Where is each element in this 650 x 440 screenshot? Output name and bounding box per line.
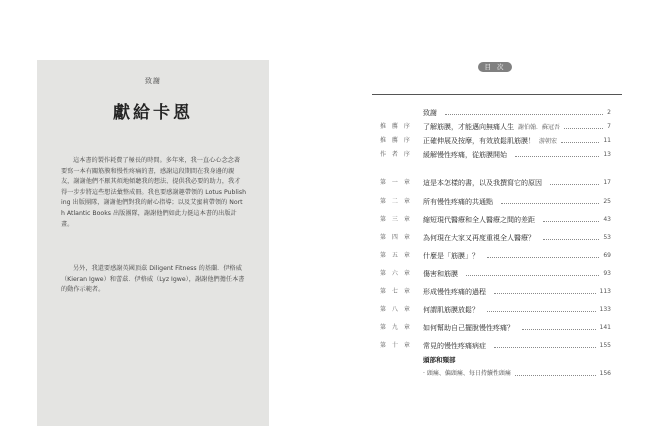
toc-entry-title: 致謝 bbox=[423, 109, 437, 117]
toc-entry-page: 156 bbox=[599, 370, 611, 377]
toc-entry-page: 69 bbox=[603, 252, 611, 259]
toc-entry-leader bbox=[550, 184, 599, 185]
toc-entry[interactable] bbox=[380, 304, 611, 316]
toc-entry-leader bbox=[543, 221, 599, 222]
toc-entry-label: 第 四 章 bbox=[380, 234, 412, 241]
toc-entry-label: 第 十 章 bbox=[380, 342, 412, 349]
toc-entry-page: 11 bbox=[603, 137, 611, 144]
toc-entry[interactable] bbox=[380, 232, 611, 244]
toc-entry-page: 113 bbox=[599, 288, 611, 295]
toc-entry-author: 游朝宏 bbox=[539, 138, 558, 145]
toc-entry-label: 推 薦 序 bbox=[380, 137, 412, 144]
toc-entry-page: 7 bbox=[607, 123, 611, 130]
toc-entry-title: 為何現在大家又再度重視全人醫療？ bbox=[423, 234, 535, 242]
toc-subsection-entry[interactable] bbox=[380, 368, 611, 380]
toc-entry-title: 傷害和筋膜 bbox=[423, 270, 458, 278]
toc-entry-label: 第 二 章 bbox=[380, 198, 412, 205]
toc-entry-label: 第 三 章 bbox=[380, 216, 412, 223]
toc-entry-label: 第 八 章 bbox=[380, 306, 412, 313]
toc-entry-page: 13 bbox=[603, 151, 611, 158]
toc-entry-author: 謝伯翰．蘇冠吾 bbox=[518, 124, 561, 131]
toc-divider bbox=[372, 94, 622, 95]
toc-entry-label: 第 九 章 bbox=[380, 324, 412, 331]
dedication-title: 獻給卡恩 bbox=[113, 103, 193, 123]
left-page bbox=[37, 60, 269, 426]
toc-entry-page: 155 bbox=[599, 342, 611, 349]
toc-entry-leader bbox=[515, 156, 599, 157]
toc-entry-label: 推 薦 序 bbox=[380, 123, 412, 130]
toc-entry[interactable] bbox=[380, 214, 611, 226]
toc-entry-label: 第 七 章 bbox=[380, 288, 412, 295]
toc-entry-label: 第 五 章 bbox=[380, 252, 412, 259]
toc-entry-title: ‧ 頭痛、偏頭痛、每日持續性頭痛 bbox=[423, 370, 511, 377]
toc-entry-leader bbox=[515, 375, 596, 376]
toc-entry[interactable] bbox=[380, 177, 611, 189]
toc-entry-title: 何謂肌筋膜放鬆？ bbox=[423, 306, 479, 314]
toc-entry-page: 141 bbox=[599, 324, 611, 331]
toc-subsection-heading: 頭部和頸部 bbox=[423, 356, 456, 364]
toc-entry-title: 所有慢性疼痛的共通點 bbox=[423, 198, 493, 206]
toc-entry-title: 了解筋膜，才能邁向無痛人生 謝伯翰．蘇冠吾 bbox=[423, 123, 561, 131]
acknowledgement-header: 致謝 bbox=[145, 77, 161, 85]
toc-entry-page: 43 bbox=[603, 216, 611, 223]
toc-entry[interactable] bbox=[380, 121, 611, 133]
toc-entry-title: 常見的慢性疼痛病症 bbox=[423, 342, 486, 350]
toc-entry[interactable] bbox=[380, 135, 611, 147]
toc-entry-leader bbox=[487, 311, 596, 312]
toc-entry-page: 2 bbox=[607, 109, 611, 116]
toc-entry-title: 什麼是「筋膜」？ bbox=[423, 252, 479, 260]
toc-tab: 目 次 bbox=[478, 62, 512, 72]
toc-entry-leader bbox=[501, 203, 599, 204]
toc-entry-leader bbox=[494, 293, 596, 294]
acknowledgement-paragraph-2: 另外，我還要感謝英國頂茲 Diligent Fitness 的基蘭．伊格威（Kieran Igwe）和蕾茲．伊格威（Lyz Igwe），謝謝他們擔任本書的動作示範者。 bbox=[61, 265, 245, 294]
toc-entry-leader bbox=[522, 329, 596, 330]
toc-entry-title: 縮短現代醫療和全人醫療之間的差距 bbox=[423, 216, 535, 224]
toc-entry[interactable] bbox=[380, 196, 611, 208]
toc-entry-leader bbox=[564, 128, 603, 129]
toc-entry-leader bbox=[543, 239, 599, 240]
acknowledgement-paragraph-1: 這本書的製作耗費了極長的時間。多年來，我一直心心念念著要寫一本有關筋膜和慢性疼痛的書，感謝這段期間在我身邊的親友，謝謝他們不厭其煩地傾聽我的想法、提供我必要的助力，我才得一步步將這些想法彙整成冊。我也要感謝趣帶領的 Lotus Publishing 出版團隊，謝謝他們對我的耐心指導；以及艾蜜莉帶領的 North Atlantic Books 出版團隊，謝謝他們如此力挺這本書的出版計畫。 bbox=[61, 157, 246, 228]
toc-entry[interactable] bbox=[380, 107, 611, 119]
toc-entry-leader bbox=[466, 275, 599, 276]
toc-entry-label: 第 六 章 bbox=[380, 270, 412, 277]
toc-entry-title: 如何幫助自己擺脫慢性疼痛？ bbox=[423, 324, 514, 332]
toc-entry[interactable] bbox=[380, 250, 611, 262]
toc-entry-page: 53 bbox=[603, 234, 611, 241]
toc-entry-page: 133 bbox=[599, 306, 611, 313]
toc-entry-title: 這是本怎樣的書，以及我撰寫它的原因 bbox=[423, 179, 542, 187]
toc-entry[interactable] bbox=[380, 340, 611, 352]
toc-entry-page: 93 bbox=[603, 270, 611, 277]
toc-entry-page: 25 bbox=[603, 198, 611, 205]
toc-entry-title: 正確伸展及按摩，有效放鬆肌筋膜！ 游朝宏 bbox=[423, 137, 558, 145]
toc-entry-leader bbox=[561, 142, 599, 143]
toc-entry-title: 形成慢性疼痛的過程 bbox=[423, 288, 486, 296]
toc-entry[interactable] bbox=[380, 268, 611, 280]
toc-entry[interactable] bbox=[380, 322, 611, 334]
toc-entry[interactable] bbox=[380, 149, 611, 161]
toc-entry-title: 緩解慢性疼痛，從筋膜開始 bbox=[423, 151, 507, 159]
toc-entry-label: 第 一 章 bbox=[380, 179, 412, 186]
toc-entry-leader bbox=[445, 114, 603, 115]
toc-entry-leader bbox=[487, 257, 599, 258]
toc-entry-label: 作 者 序 bbox=[380, 151, 412, 158]
toc-entry-leader bbox=[494, 347, 596, 348]
toc-entry-page: 17 bbox=[603, 179, 611, 186]
toc-entry[interactable] bbox=[380, 286, 611, 298]
